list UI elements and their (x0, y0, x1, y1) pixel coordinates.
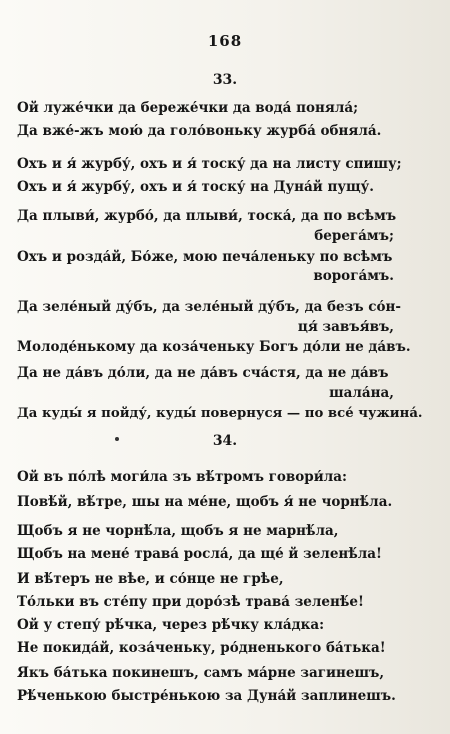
poem-33-line-9-continuation: шала́на, (329, 385, 394, 401)
poem-33-line-2: Да вже́-жъ мою́ да голо́воньку журба́ обняла́. (17, 123, 382, 139)
poem-34-line-8: Не покида́й, коза́ченьку, ро́дненького ба́тька! (17, 640, 386, 656)
poem-33-line-4: Охъ и я́ журбу́, охъ и я́ тоску́ на Дуна́й пущу́. (17, 179, 374, 195)
poem-33-line-10: Да куды́ я пойду́, куды́ повернуся — по все́ чужина́. (17, 406, 423, 421)
poem-33-line-6-continuation: ворога́мъ. (313, 268, 394, 284)
poem-33-line-3: Охъ и я́ журбу́, охъ и я́ тоску́ да на листу спишу; (17, 156, 402, 172)
poem-33-line-5-continuation: берега́мъ; (314, 228, 394, 244)
poem-34-line-4: Щобъ на мене́ трава́ росла́, да ще́ й зеленѣ́ла! (17, 546, 382, 562)
poem-33-line-7: Да зеле́ный ду́бъ, да зеле́ный ду́бъ, да безъ со́н- (17, 299, 401, 315)
poem-number-33: 33. (212, 72, 238, 88)
poem-34-line-1: Ой въ по́лѣ моги́ла зъ вѣ́тромъ говори́ла: (17, 469, 347, 485)
poem-33-line-7-continuation: ця́ завъя́въ, (297, 319, 394, 335)
poem-34-line-10: Рѣ́ченькою быстре́нькою за Дуна́й заплинешъ. (17, 688, 396, 704)
poem-34-line-5: И вѣ́теръ не вѣе, и со́нце не грѣе, (17, 571, 284, 587)
poem-34-line-3: Щобъ я не чорнѣ́ла, щобъ я не марнѣ́ла, (17, 523, 339, 539)
poem-34-line-2: Повѣ́й, вѣ́тре, шы на ме́не, щобъ я́ не чорнѣ́ла. (17, 494, 393, 510)
poem-34-line-6: То́льки въ сте́пу при доро́зѣ трава́ зеленѣ́е! (17, 594, 364, 610)
poem-34-line-7: Ой у степу́ рѣ́чка, через рѣ́чку кла́дка: (17, 617, 325, 633)
page-number: 168 (207, 32, 243, 50)
poem-33-line-1: Ой луже́чки да береже́чки да вода́ поняла́; (17, 100, 359, 116)
poem-number-34: 34. (212, 433, 238, 449)
poem-33-line-8: Молоде́нькому да коза́ченьку Богъ до́ли не да́въ. (17, 339, 411, 355)
poem-33-line-5: Да плыви́, журбо́, да плыви́, тоска́, да по всѣмъ (17, 208, 397, 224)
poem-33-line-6: Охъ и розда́й, Бо́же, мою печа́леньку по всѣмъ (17, 249, 393, 265)
poem-33-line-9: Да не да́въ до́ли, да не да́въ сча́стя, да не да́въ (17, 365, 389, 381)
poem-34-line-9: Якъ ба́тька покинешъ, самъ ма́рне загинешъ, (17, 665, 385, 681)
